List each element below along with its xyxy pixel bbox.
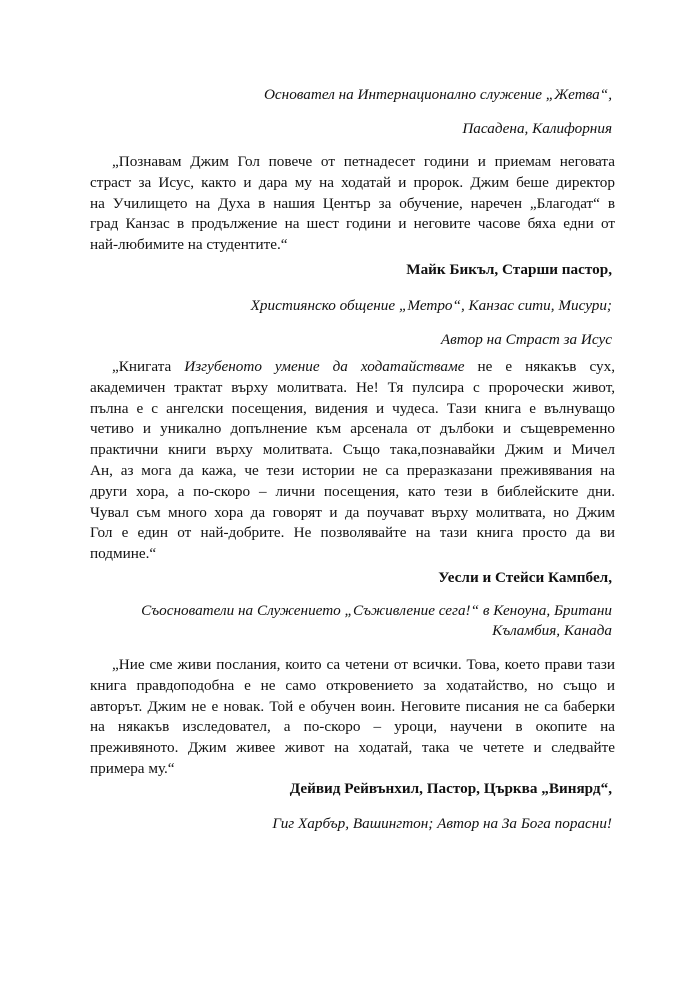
- attribution-2-line-1: Християнско общение „Метро“, Канзас сити, Мисури;: [250, 297, 612, 314]
- attribution-1-line-2: Пасадена, Калифорния: [462, 120, 612, 137]
- quote-3-line: авторът. Джим не е новак. Той е обучен воин. Неговите писания не са баберки: [90, 697, 615, 715]
- quote-1-paragraph: [90, 152, 615, 256]
- attribution-2-line-2: Автор на Страст за Исус: [440, 331, 612, 348]
- quote-3-line: на някакъв изследовател, а по-скоро – уроци, научени в окопите на: [90, 718, 615, 736]
- quote-2-line: четиво и уникално допълнение към арсенала от дълбоки и същевременно: [90, 420, 615, 438]
- attribution-4-line-1: Гиг Харбър, Вашингтон; Автор на За Бога порасни!: [272, 815, 612, 832]
- quote-2-line: подмине.“: [90, 545, 157, 563]
- quote-2-line: Чувал съм много хора да говорят и да поучават върху молитвата, но Джим: [90, 503, 615, 521]
- quote-2-line-1-start: „Книгата: [112, 358, 185, 375]
- quote-2-paragraph: [90, 357, 615, 565]
- attribution-3-line-2: Кълaмбия, Канада: [492, 622, 612, 639]
- quote-3-paragraph: [90, 655, 615, 780]
- quote-1-line: на Училището на Духа в нашия Център за обучение, наречен „Благодат“ в: [90, 194, 615, 212]
- quote-3-line: примера му.“: [90, 759, 175, 777]
- quote-2-line: практични книги върху молитвата. Също така,познавайки Джим и Мичел: [90, 441, 615, 459]
- quote-2-line-1-end: не е някакъв сух,: [464, 358, 615, 375]
- attribution-1-line-1: Основател на Интернационално служение „Жетва“,: [263, 86, 612, 103]
- quote-2-book-title: Изгубеното умение да ходатайстваме: [184, 358, 465, 375]
- quote-3-line: книга правдоподобна е не само откровението за ходатайство, но също и: [90, 676, 615, 694]
- quote-1-line: „Познавам Джим Гол повече от петнадесет години и приемам неговата: [112, 153, 615, 170]
- quote-1-line: най-любимите на студентите.“: [90, 236, 288, 254]
- quote-2-line: Гол е един от най-добрите. Не позволявайте на тази книга просто да ви: [90, 524, 615, 542]
- quote-2-line: Ан, аз мога да кажа, че тези истории не са преразказани преживявания на: [90, 461, 615, 479]
- quote-1-line: град Канзас в продължение на шест години и неговите часове бяха едни от: [90, 215, 615, 233]
- quote-3-line: „Ние сме живи послания, които са четени от всички. Това, което прави тази: [112, 656, 615, 673]
- quote-2-line: академичен трактат върху молитвата. Не! Тя пулсира с пророчески живот,: [90, 378, 615, 396]
- attribution-3-name: Уесли и Стейси Кампбел,: [438, 569, 612, 586]
- attribution-4-name: Дейвид Рейвънхил, Пастор, Църква „Винярд“,: [289, 780, 612, 797]
- quote-3-line: преживяното. Джим живее живот на ходатай, така че четете и следвайте: [90, 739, 615, 757]
- quote-2-line: пълна е с ангелски посещения, видения и чудеса. Тази книга е вълнуващо: [90, 399, 615, 417]
- quote-2-line: [90, 357, 615, 378]
- quote-1-line: страст за Исус, както и дара му на ходатай и пророк. Джим беше директор: [90, 173, 615, 191]
- attribution-2-name: Майк Бикъл, Старши пастор,: [406, 261, 612, 278]
- attribution-3-line-1: Съоснователи на Служението „Съживление сега!“ в Кеноуна, Британи: [141, 602, 612, 619]
- quote-2-line: други хора, а по-скоро – лични посещения, като тези в библейските дни.: [90, 482, 615, 500]
